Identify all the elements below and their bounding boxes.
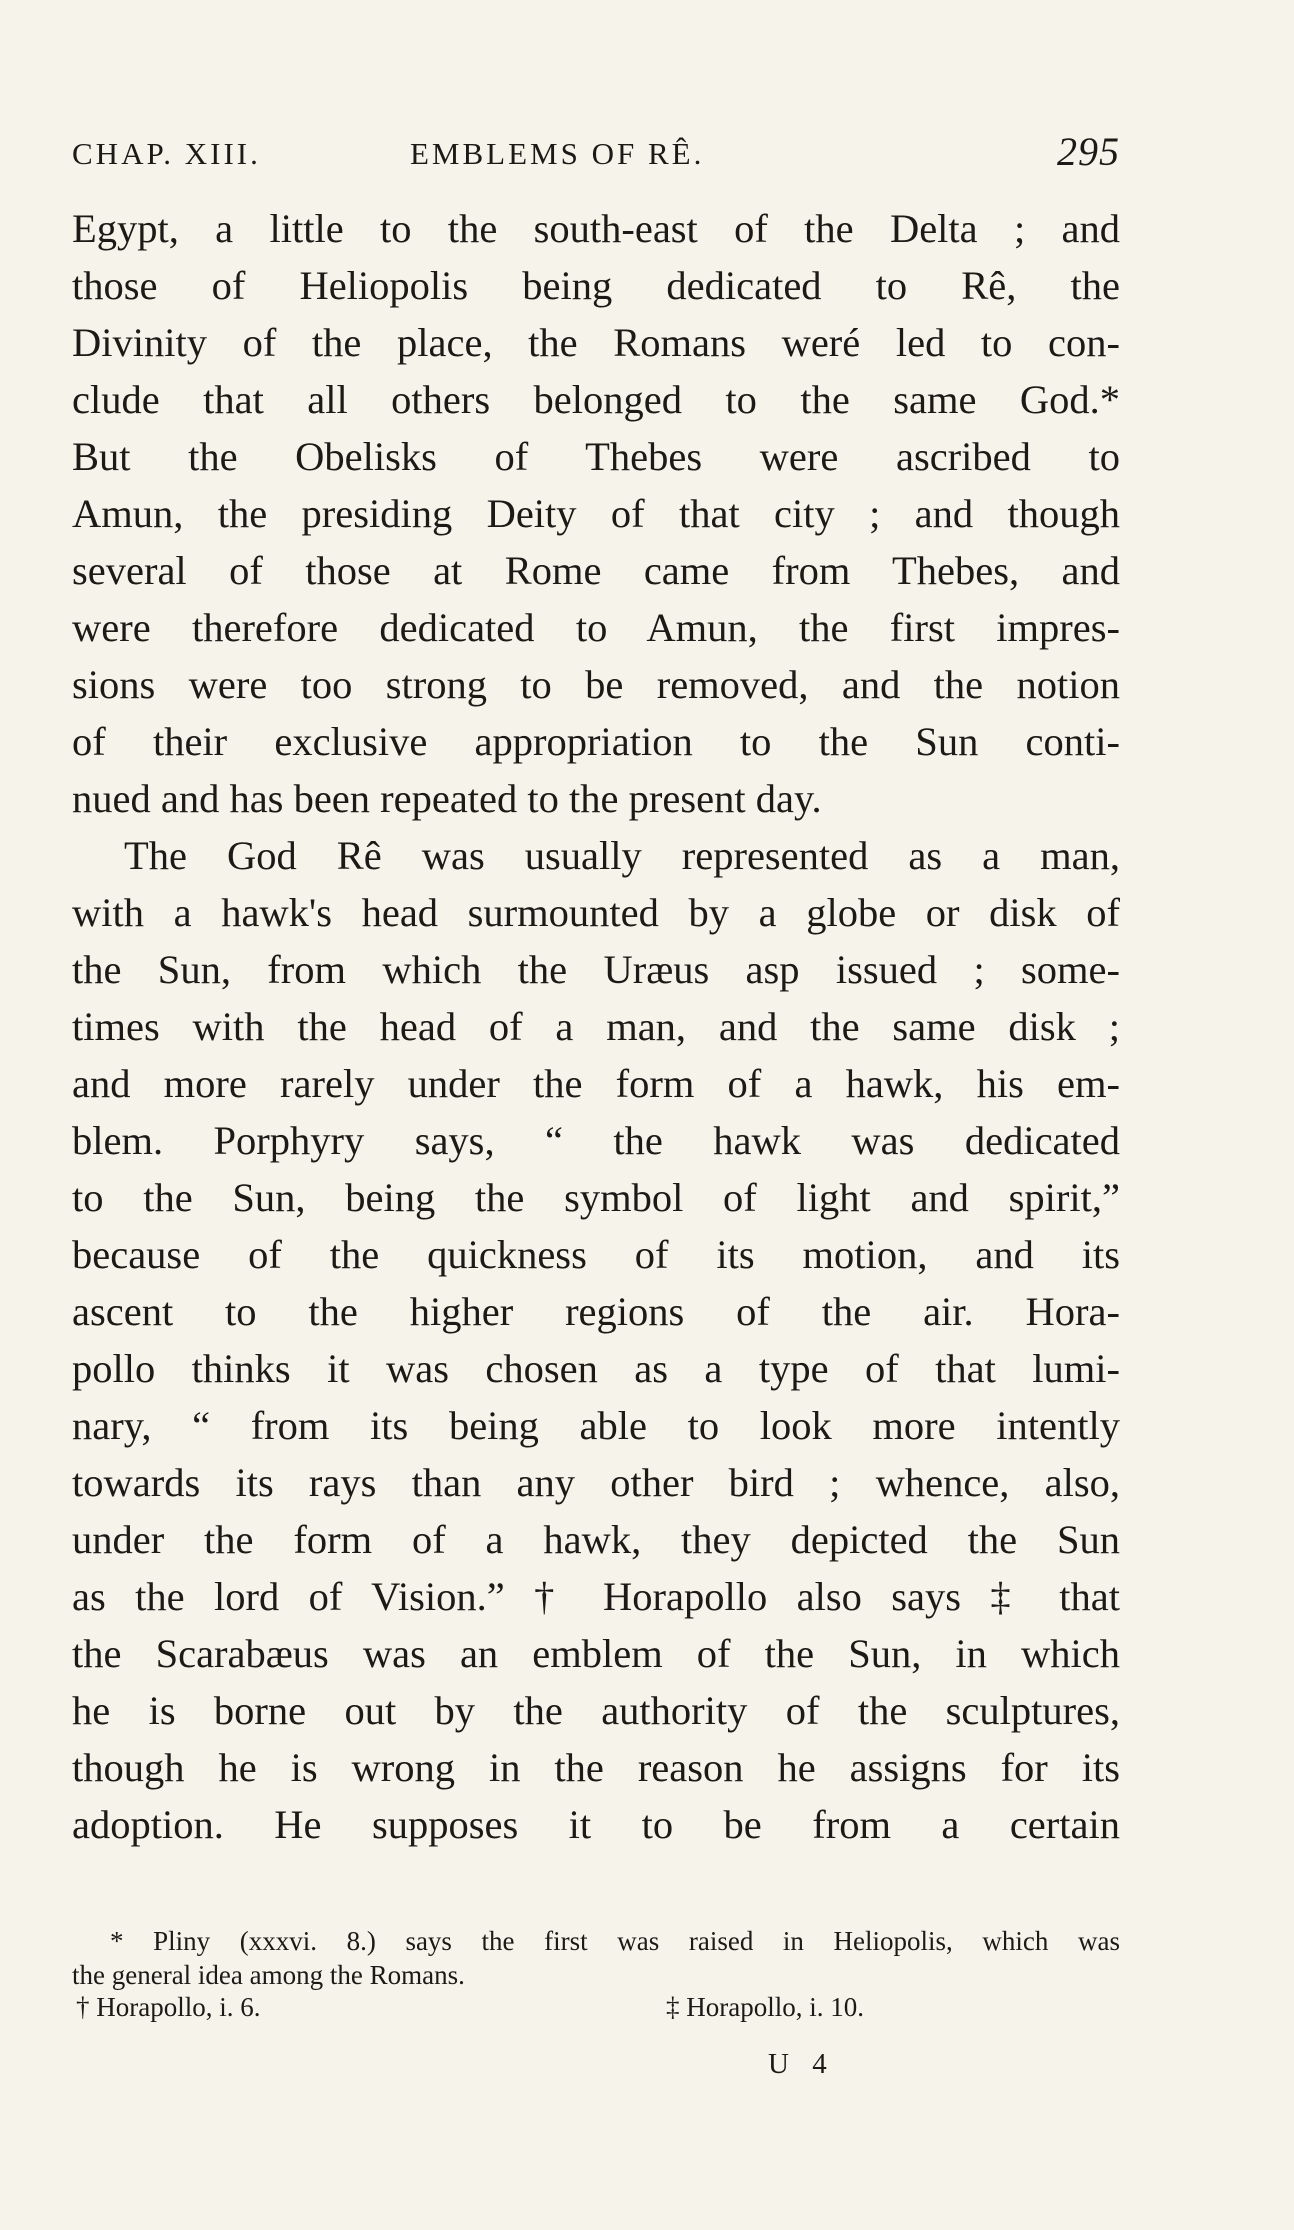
footnote-row [72,1992,1120,2028]
text-line: were therefore dedicated to Amun, the first impres- [72,605,1120,650]
paragraph-start-line: The God Rê was usually represented as a man, [124,833,1120,878]
signature-mark: U 4 [768,2048,835,2080]
text-line: and more rarely under the form of a hawk, his em- [72,1061,1120,1106]
text-line: the Scarabæus was an emblem of the Sun, in which [72,1631,1120,1676]
footnote-line: * Pliny (xxxvi. 8.) says the first was raised in Heliopolis, which was [110,1926,1120,1956]
text-line: pollo thinks it was chosen as a type of that lumi- [72,1346,1120,1391]
footnote: ‡ Horapollo, i. 10. [666,1992,864,2022]
text-line: Amun, the presiding Deity of that city ; and though [72,491,1120,536]
text-line: times with the head of a man, and the same disk ; [72,1004,1120,1049]
text-line: blem. Porphyry says, “ the hawk was dedicated [72,1118,1120,1163]
text-line: to the Sun, being the symbol of light and spirit,” [72,1175,1120,1220]
chapter-label: CHAP. XIII. [72,136,261,171]
text-line: he is borne out by the authority of the sculptures, [72,1688,1120,1733]
footnote-line: the general idea among the Romans. [72,1960,465,1990]
text-line: those of Heliopolis being dedicated to Rê, the [72,263,1120,308]
text-line: though he is wrong in the reason he assigns for its [72,1745,1120,1790]
text-line: Egypt, a little to the south-east of the Delta ; and [72,206,1120,251]
text-line: as the lord of Vision.” † Horapollo also says ‡ that [72,1574,1120,1619]
text-line: But the Obelisks of Thebes were ascribed to [72,434,1120,479]
text-line: the Sun, from which the Uræus asp issued ; some- [72,947,1120,992]
text-line: under the form of a hawk, they depicted the Sun [72,1517,1120,1562]
footnotes [72,1924,1120,2028]
text-line: adoption. He supposes it to be from a certain [72,1802,1120,1847]
text-line: nary, “ from its being able to look more intently [72,1403,1120,1448]
body-text [72,200,1120,1853]
text-line: clude that all others belonged to the same God.* [72,377,1120,422]
text-line: sions were too strong to be removed, and the notion [72,662,1120,707]
text-line: several of those at Rome came from Thebes, and [72,548,1120,593]
text-line: Divinity of the place, the Romans weré led to con- [72,320,1120,365]
text-line: of their exclusive appropriation to the Sun conti- [72,719,1120,764]
running-title: EMBLEMS OF RÊ. [410,136,705,171]
page-number: 295 [1057,129,1120,174]
text-line: nued and has been repeated to the present day. [72,776,822,821]
text-line: with a hawk's head surmounted by a globe or disk of [72,890,1120,935]
text-line: towards its rays than any other bird ; whence, also, [72,1460,1120,1505]
footnote: † Horapollo, i. 6. [76,1992,261,2022]
text-line: ascent to the higher regions of the air. Hora- [72,1289,1120,1334]
running-head [72,128,1120,178]
text-line: because of the quickness of its motion, and its [72,1232,1120,1277]
